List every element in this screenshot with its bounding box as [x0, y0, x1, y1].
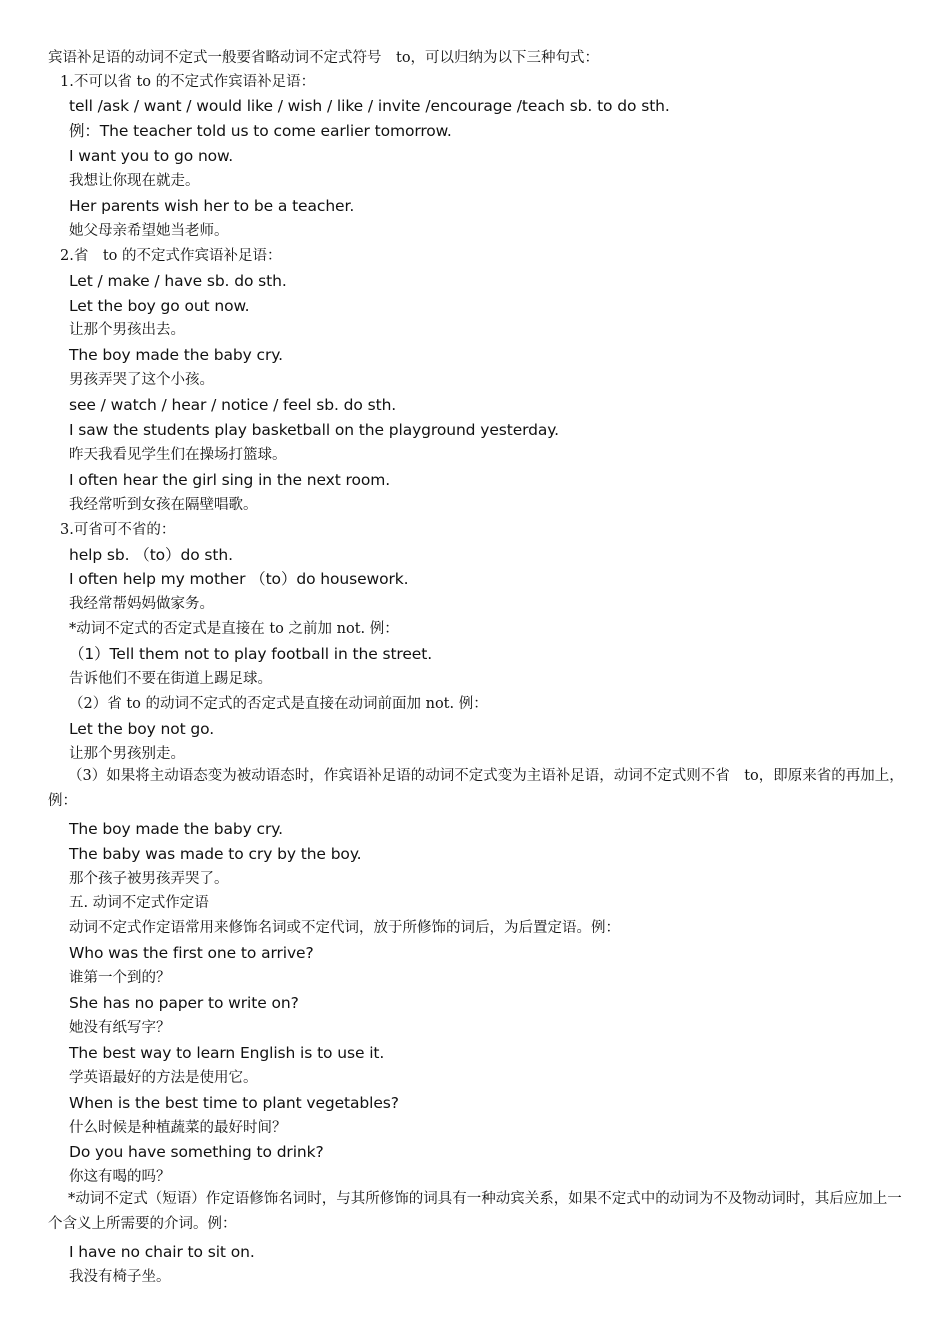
example-line: 例：The teacher told us to come earlier tomorrow.: [69, 122, 452, 140]
example-line: （1）Tell them not to play football in the street.: [69, 645, 433, 663]
translation-line: 昨天我看见学生们在操场打篮球。: [69, 447, 287, 463]
translation-line: 那个孩子被男孩弄哭了。: [69, 871, 229, 887]
pattern-line: see / watch / hear / notice / feel sb. do sth.: [69, 396, 397, 414]
note-paragraph: *动词不定式（短语）作定语修饰名词时，与其所修饰的词具有一种动宾关系，如果不定式中的动词为不及物动词时，其后应加上一个含义上所需要的介词。例：: [48, 1191, 902, 1232]
example-line: Do you have something to drink?: [69, 1143, 324, 1161]
pattern-line: tell /ask / want / would like / wish / like / invite /encourage /teach sb. to do sth.: [69, 97, 670, 115]
example-line: When is the best time to plant vegetables?: [69, 1094, 399, 1112]
example-line: The boy made the baby cry.: [69, 820, 283, 838]
translation-line: 谁第一个到的？: [69, 970, 171, 986]
section-heading-3: 3.可省可不省的：: [60, 522, 176, 538]
pattern-line: Let / make / have sb. do sth.: [69, 272, 287, 290]
intro-text: 宾语补足语的动词不定式一般要省略动词不定式符号 to，可以归纳为以下三种句式：: [48, 50, 600, 66]
translation-line: 她没有纸写字？: [69, 1020, 171, 1036]
translation-line: 你这有喝的吗？: [69, 1169, 171, 1185]
translation-line: 我经常听到女孩在隔壁唱歌。: [69, 497, 258, 513]
translation-line: 我经常帮妈妈做家务。: [69, 596, 214, 612]
translation-line: 她父母亲希望她当老师。: [69, 223, 229, 239]
example-line: Who was the first one to arrive?: [69, 944, 314, 962]
example-line: Let the boy not go.: [69, 720, 215, 738]
example-line: Her parents wish her to be a teacher.: [69, 197, 355, 215]
example-line: I have no chair to sit on.: [69, 1243, 255, 1261]
example-line: The boy made the baby cry.: [69, 346, 283, 364]
translation-line: 什么时候是种植蔬菜的最好时间？: [69, 1120, 287, 1136]
note-line: *动词不定式的否定式是直接在 to 之前加 not. 例：: [69, 621, 399, 637]
section-heading-5: 五. 动词不定式作定语: [69, 895, 209, 911]
translation-line: 让那个男孩出去。: [69, 322, 185, 338]
translation-line: 男孩弄哭了这个小孩。: [69, 372, 214, 388]
example-line: The baby was made to cry by the boy.: [69, 845, 362, 863]
example-line: I saw the students play basketball on the playground yesterday.: [69, 421, 559, 439]
example-line: The best way to learn English is to use it.: [69, 1044, 385, 1062]
example-line: I want you to go now.: [69, 147, 234, 165]
section-heading-1: 1.不可以省 to 的不定式作宾语补足语：: [60, 74, 316, 90]
example-line: I often hear the girl sing in the next room.: [69, 471, 391, 489]
example-line: She has no paper to write on?: [69, 994, 299, 1012]
example-line: I often help my mother （to）do housework.: [69, 570, 409, 588]
section-heading-2: 2.省 to 的不定式作宾语补足语：: [60, 248, 282, 264]
pattern-line: help sb. （to）do sth.: [69, 546, 233, 564]
translation-line: 让那个男孩别走。: [69, 746, 185, 762]
example-line: Let the boy go out now.: [69, 297, 250, 315]
translation-line: 告诉他们不要在街道上踢足球。: [69, 671, 272, 687]
note-line: （2）省 to 的动词不定式的否定式是直接在动词前面加 not. 例：: [69, 696, 488, 712]
translation-line: 学英语最好的方法是使用它。: [69, 1070, 258, 1086]
translation-line: 我没有椅子坐。: [69, 1269, 171, 1285]
note-line: 动词不定式作定语常用来修饰名词或不定代词，放于所修饰的词后，为后置定语。例：: [69, 920, 620, 936]
note-paragraph: （3）如果将主动语态变为被动语态时，作宾语补足语的动词不定式变为主语补足语，动词不定式则不省 to，即原来省的再加上，例：: [48, 768, 904, 809]
translation-line: 我想让你现在就走。: [69, 173, 200, 189]
